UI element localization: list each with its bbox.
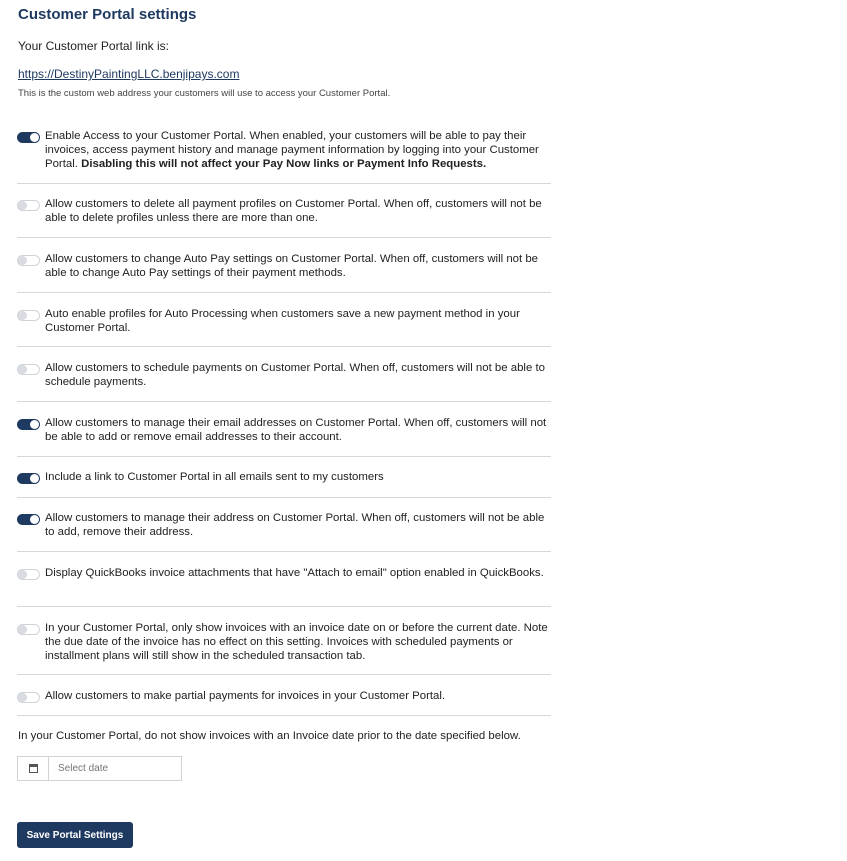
setting-label: Auto enable profiles for Auto Processing when customers save a new payment method in your Customer Portal.	[45, 308, 520, 334]
portal-link-label: Your Customer Portal link is:	[18, 39, 169, 53]
divider	[17, 674, 551, 675]
divider	[17, 401, 551, 402]
toggle-manage-address[interactable]	[17, 514, 40, 525]
setting-label: Allow customers to schedule payments on Customer Portal. When off, customers will not be able to schedule payments.	[45, 362, 545, 388]
divider	[17, 237, 551, 238]
setting-note-bold: Disabling this will not affect your Pay Now links or Payment Info Requests.	[81, 158, 487, 170]
date-filter-note: In your Customer Portal, do not show invoices with an Invoice date prior to the date specified below.	[18, 730, 521, 742]
divider	[17, 456, 551, 457]
toggle-knob	[18, 365, 27, 374]
toggle-knob	[18, 201, 27, 210]
divider	[17, 346, 551, 347]
setting-label: Include a link to Customer Portal in all emails sent to my customers	[45, 471, 384, 483]
toggle-knob	[30, 515, 39, 524]
setting-label: In your Customer Portal, only show invoices with an invoice date on or before the current date. Note the due date of the invoice has no effect on this setting. Invoices with scheduled payments or installment plans will still show in the scheduled transaction tab.	[45, 622, 548, 662]
setting-label: Allow customers to change Auto Pay settings on Customer Portal. When off, customers will not be able to change Auto Pay settings of their payment methods.	[45, 253, 538, 279]
toggle-delete-payment-profiles[interactable]	[17, 200, 40, 211]
divider	[17, 551, 551, 552]
date-input[interactable]	[49, 757, 179, 780]
toggle-knob	[18, 311, 27, 320]
toggle-enable-portal-access[interactable]	[17, 132, 40, 143]
toggle-change-auto-pay[interactable]	[17, 255, 40, 266]
toggle-knob	[18, 256, 27, 265]
divider	[17, 292, 551, 293]
setting-label: Display QuickBooks invoice attachments that have "Attach to email" option enabled in QuickBooks.	[45, 567, 544, 579]
toggle-knob	[18, 570, 27, 579]
toggle-invoice-date-filter[interactable]	[17, 624, 40, 635]
toggle-knob	[30, 420, 39, 429]
setting-label: Allow customers to manage their email addresses on Customer Portal. When off, customers will not be able to add or remove email addresses to their account.	[45, 417, 547, 443]
calendar-icon[interactable]	[18, 757, 49, 780]
setting-text: Enable Access to your Customer Portal. When enabled, your customers will be able to pay their invoices, access payment history and manage payment information by logging into your Customer Portal.	[45, 130, 539, 170]
setting-label: Allow customers to delete all payment profiles on Customer Portal. When off, customers will not be able to delete profiles unless there are more than one.	[45, 198, 542, 224]
toggle-knob	[18, 693, 27, 702]
setting-label	[45, 129, 551, 171]
toggle-knob	[18, 625, 27, 634]
toggle-quickbooks-attachments[interactable]	[17, 569, 40, 580]
portal-link[interactable]: https://DestinyPaintingLLC.benjipays.com	[18, 67, 240, 81]
divider	[17, 606, 551, 607]
setting-label: Allow customers to make partial payments for invoices in your Customer Portal.	[45, 690, 446, 702]
toggle-schedule-payments[interactable]	[17, 364, 40, 375]
setting-label: Allow customers to manage their address on Customer Portal. When off, customers will not be able to add, remove their address.	[45, 512, 545, 538]
toggle-include-portal-link[interactable]	[17, 473, 40, 484]
save-portal-settings-button[interactable]: Save Portal Settings	[17, 822, 133, 848]
toggle-partial-payments[interactable]	[17, 692, 40, 703]
page-title: Customer Portal settings	[18, 6, 197, 23]
toggle-manage-email-addresses[interactable]	[17, 419, 40, 430]
divider	[17, 183, 551, 184]
toggle-knob	[30, 474, 39, 483]
divider	[17, 497, 551, 498]
date-picker[interactable]	[17, 756, 182, 781]
divider	[17, 715, 551, 716]
portal-link-help: This is the custom web address your customers will use to access your Customer Portal.	[18, 88, 391, 99]
toggle-auto-enable-profiles[interactable]	[17, 310, 40, 321]
toggle-knob	[30, 133, 39, 142]
